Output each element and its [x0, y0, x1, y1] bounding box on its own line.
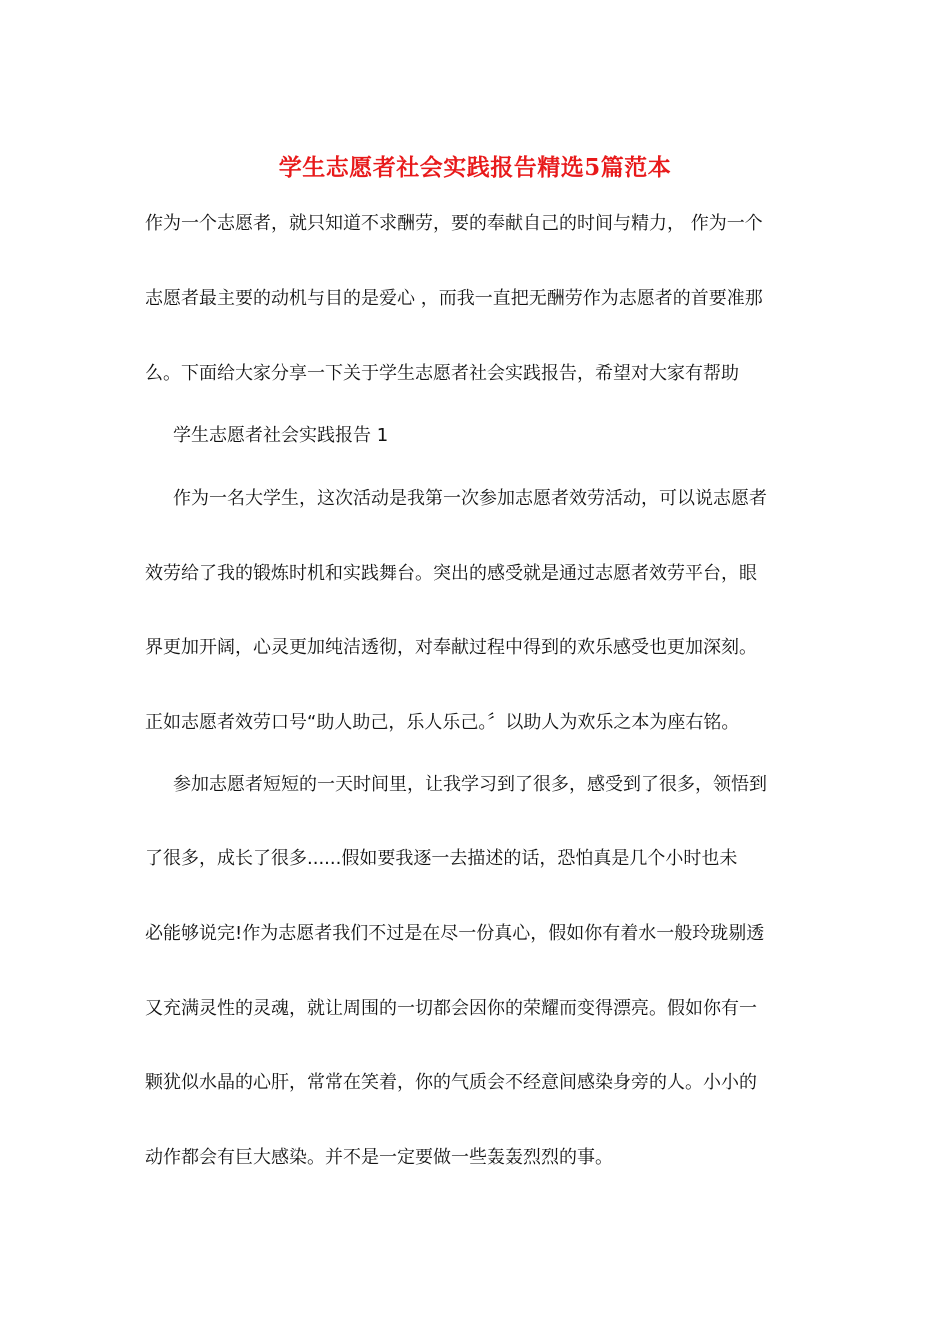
- section-heading: 学生志愿者社会实践报告 1: [173, 425, 389, 446]
- paragraph2-line-1: 参加志愿者短短的一天时间里，让我学习到了很多，感受到了很多，领悟到: [173, 774, 767, 795]
- intro-line-2: 志愿者最主要的动机与目的是爱心 ，而我一直把无酬劳作为志愿者的首要准那: [145, 288, 763, 309]
- paragraph2-line-2: 了很多，成长了很多......假如要我逐一去描述的话，恐怕真是几个小时也未: [145, 848, 738, 869]
- paragraph2-line-6: 动作都会有巨大感染。并不是一定要做一些轰轰烈烈的事。: [145, 1147, 613, 1168]
- paragraph2-line-3: 必能够说完!作为志愿者我们不过是在尽一份真心，假如你有着水一般玲珑剔透: [145, 923, 765, 944]
- document-title: 学生志愿者社会实践报告精选5篇范本: [278, 154, 672, 181]
- paragraph2-line-5: 颗犹似水晶的心肝，常常在笑着，你的气质会不经意间感染身旁的人。小小的: [145, 1072, 757, 1093]
- paragraph1-line-2: 效劳给了我的锻炼时机和实践舞台。突出的感受就是通过志愿者效劳平台，眼: [145, 563, 757, 584]
- intro-line-3: 么。下面给大家分享一下关于学生志愿者社会实践报告，希望对大家有帮助: [145, 363, 739, 384]
- paragraph1-line-3: 界更加开阔，心灵更加纯洁透彻，对奉献过程中得到的欢乐感受也更加深刻。: [145, 637, 757, 658]
- paragraph2-line-4: 又充满灵性的灵魂，就让周围的一切都会因你的荣耀而变得漂亮。假如你有一: [145, 998, 757, 1019]
- paragraph1-line-1: 作为一名大学生，这次活动是我第一次参加志愿者效劳活动，可以说志愿者: [173, 488, 767, 509]
- paragraph1-line-4: 正如志愿者效劳口号“助人助己，乐人乐己。〞以助人为欢乐之本为座右铭。: [145, 712, 740, 733]
- intro-line-1: 作为一个志愿者，就只知道不求酬劳，要的奉献自己的时间与精力， 作为一个: [145, 213, 763, 234]
